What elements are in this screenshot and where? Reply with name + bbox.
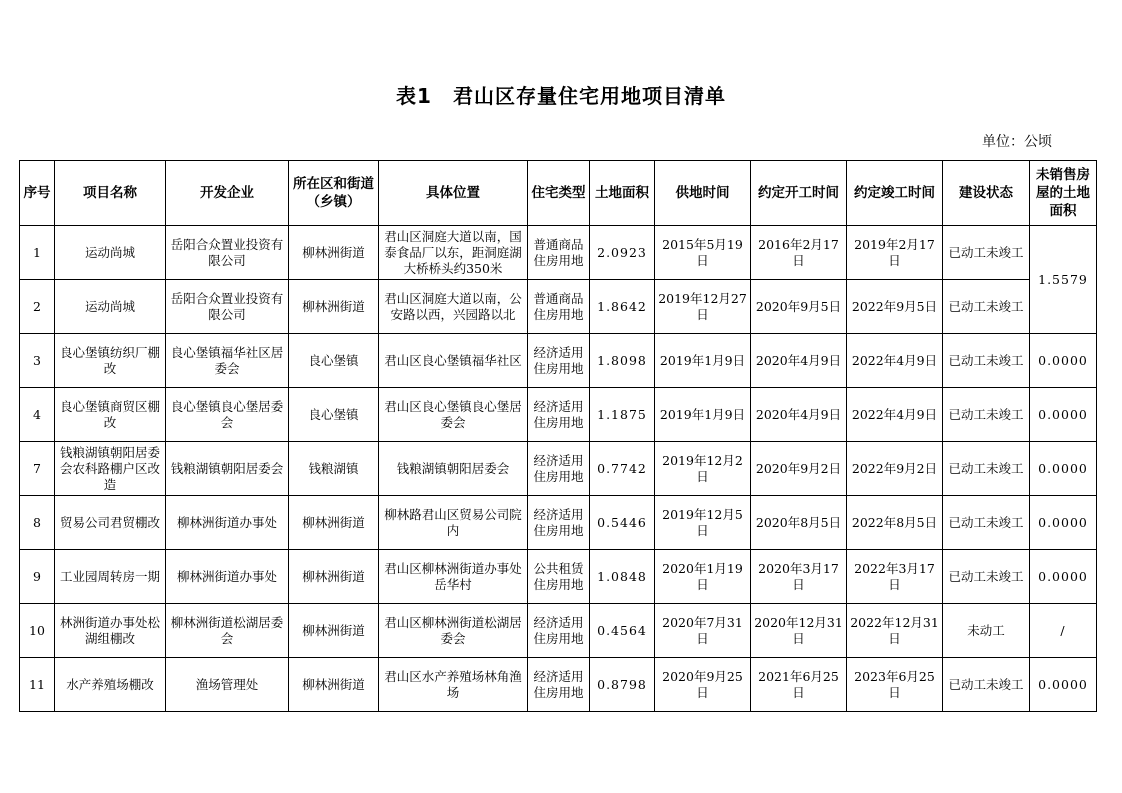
cell-supply-date: 2019年12月2日: [655, 442, 751, 496]
cell-seq: 4: [20, 388, 55, 442]
table-row: [20, 388, 1097, 442]
cell-finish-date: 2022年9月5日: [847, 280, 943, 334]
cell-project: 水产养殖场棚改: [55, 658, 166, 712]
cell-finish-date: 2022年9月2日: [847, 442, 943, 496]
cell-finish-date: 2022年3月17日: [847, 550, 943, 604]
cell-housing-type: 经济适用住房用地: [528, 334, 590, 388]
cell-housing-type: 经济适用住房用地: [528, 658, 590, 712]
cell-developer: 岳阳合众置业投资有限公司: [166, 226, 289, 280]
cell-developer: 柳林洲街道办事处: [166, 550, 289, 604]
cell-start-date: 2021年6月25日: [751, 658, 847, 712]
cell-unsold-area: 0.0000: [1030, 496, 1097, 550]
cell-location: 君山区良心堡镇良心堡居委会: [379, 388, 528, 442]
cell-housing-type: 普通商品住房用地: [528, 226, 590, 280]
cell-developer: 渔场管理处: [166, 658, 289, 712]
cell-supply-date: 2020年7月31日: [655, 604, 751, 658]
col-header: 项目名称: [55, 161, 166, 226]
cell-seq: 11: [20, 658, 55, 712]
cell-land-area: 0.5446: [590, 496, 655, 550]
cell-district: 柳林洲街道: [289, 550, 379, 604]
cell-seq: 3: [20, 334, 55, 388]
table-row: [20, 226, 1097, 280]
cell-status: 已动工未竣工: [943, 442, 1030, 496]
col-header: 序号: [20, 161, 55, 226]
cell-project: 运动尚城: [55, 280, 166, 334]
cell-finish-date: 2022年4月9日: [847, 334, 943, 388]
cell-supply-date: 2020年1月19日: [655, 550, 751, 604]
table-row: [20, 658, 1097, 712]
cell-supply-date: 2019年1月9日: [655, 388, 751, 442]
cell-unsold-area: 0.0000: [1030, 334, 1097, 388]
cell-housing-type: 公共租赁住房用地: [528, 550, 590, 604]
land-project-table: [19, 160, 1097, 712]
cell-location: 君山区水产养殖场林角渔场: [379, 658, 528, 712]
cell-location: 君山区洞庭大道以南，公安路以西，兴园路以北: [379, 280, 528, 334]
cell-status: 已动工未竣工: [943, 658, 1030, 712]
cell-finish-date: 2022年8月5日: [847, 496, 943, 550]
cell-supply-date: 2019年1月9日: [655, 334, 751, 388]
cell-start-date: 2020年4月9日: [751, 388, 847, 442]
table-row: [20, 442, 1097, 496]
cell-start-date: 2020年12月31日: [751, 604, 847, 658]
cell-project: 林洲街道办事处松湖组棚改: [55, 604, 166, 658]
cell-developer: 良心堡镇福华社区居委会: [166, 334, 289, 388]
cell-housing-type: 经济适用住房用地: [528, 604, 590, 658]
cell-housing-type: 经济适用住房用地: [528, 388, 590, 442]
cell-project: 良心堡镇商贸区棚改: [55, 388, 166, 442]
table-row: [20, 604, 1097, 658]
cell-start-date: 2020年9月2日: [751, 442, 847, 496]
cell-land-area: 1.1875: [590, 388, 655, 442]
cell-status: 已动工未竣工: [943, 388, 1030, 442]
cell-status: 未动工: [943, 604, 1030, 658]
cell-land-area: 0.4564: [590, 604, 655, 658]
cell-seq: 10: [20, 604, 55, 658]
cell-location: 君山区洞庭大道以南，国泰食品厂以东，距洞庭湖大桥桥头约350米: [379, 226, 528, 280]
cell-start-date: 2020年9月5日: [751, 280, 847, 334]
cell-status: 已动工未竣工: [943, 496, 1030, 550]
cell-developer: 岳阳合众置业投资有限公司: [166, 280, 289, 334]
cell-developer: 柳林洲街道办事处: [166, 496, 289, 550]
cell-seq: 1: [20, 226, 55, 280]
cell-finish-date: 2022年4月9日: [847, 388, 943, 442]
cell-project: 运动尚城: [55, 226, 166, 280]
col-header: 未销售房屋的土地面积: [1030, 161, 1097, 226]
cell-status: 已动工未竣工: [943, 334, 1030, 388]
cell-seq: 7: [20, 442, 55, 496]
cell-housing-type: 普通商品住房用地: [528, 280, 590, 334]
page-title: 表1 君山区存量住宅用地项目清单: [396, 84, 726, 108]
cell-status: 已动工未竣工: [943, 550, 1030, 604]
cell-district: 柳林洲街道: [289, 496, 379, 550]
cell-project: 钱粮湖镇朝阳居委会农科路棚户区改造: [55, 442, 166, 496]
cell-unsold-area: /: [1030, 604, 1097, 658]
col-header: 所在区和街道（乡镇）: [289, 161, 379, 226]
cell-land-area: 1.8098: [590, 334, 655, 388]
cell-district: 柳林洲街道: [289, 658, 379, 712]
col-header: 建设状态: [943, 161, 1030, 226]
cell-unsold-area: 1.5579: [1030, 226, 1097, 334]
cell-location: 君山区良心堡镇福华社区: [379, 334, 528, 388]
col-header: 土地面积: [590, 161, 655, 226]
cell-start-date: 2020年3月17日: [751, 550, 847, 604]
cell-location: 柳林路君山区贸易公司院内: [379, 496, 528, 550]
cell-finish-date: 2023年6月25日: [847, 658, 943, 712]
cell-supply-date: 2020年9月25日: [655, 658, 751, 712]
col-header: 约定竣工时间: [847, 161, 943, 226]
table-header-row: [20, 161, 1097, 226]
cell-start-date: 2020年8月5日: [751, 496, 847, 550]
table-row: [20, 334, 1097, 388]
col-header: 约定开工时间: [751, 161, 847, 226]
cell-district: 良心堡镇: [289, 388, 379, 442]
cell-start-date: 2020年4月9日: [751, 334, 847, 388]
col-header: 供地时间: [655, 161, 751, 226]
cell-location: 钱粮湖镇朝阳居委会: [379, 442, 528, 496]
cell-supply-date: 2015年5月19日: [655, 226, 751, 280]
cell-seq: 9: [20, 550, 55, 604]
cell-developer: 柳林洲街道松湖居委会: [166, 604, 289, 658]
cell-start-date: 2016年2月17日: [751, 226, 847, 280]
cell-location: 君山区柳林洲街道办事处岳华村: [379, 550, 528, 604]
cell-developer: 钱粮湖镇朝阳居委会: [166, 442, 289, 496]
cell-unsold-area: 0.0000: [1030, 658, 1097, 712]
unit-label: 单位：公顷: [982, 134, 1052, 150]
cell-land-area: 1.8642: [590, 280, 655, 334]
col-header: 具体位置: [379, 161, 528, 226]
cell-status: 已动工未竣工: [943, 280, 1030, 334]
cell-location: 君山区柳林洲街道松湖居委会: [379, 604, 528, 658]
cell-project: 工业园周转房一期: [55, 550, 166, 604]
table-row: [20, 550, 1097, 604]
cell-district: 钱粮湖镇: [289, 442, 379, 496]
cell-land-area: 2.0923: [590, 226, 655, 280]
cell-status: 已动工未竣工: [943, 226, 1030, 280]
cell-district: 柳林洲街道: [289, 604, 379, 658]
cell-land-area: 1.0848: [590, 550, 655, 604]
col-header: 住宅类型: [528, 161, 590, 226]
cell-unsold-area: 0.0000: [1030, 388, 1097, 442]
cell-district: 柳林洲街道: [289, 280, 379, 334]
cell-unsold-area: 0.0000: [1030, 442, 1097, 496]
table-row: [20, 280, 1097, 334]
table-row: [20, 496, 1097, 550]
cell-project: 良心堡镇纺织厂棚改: [55, 334, 166, 388]
cell-seq: 8: [20, 496, 55, 550]
col-header: 开发企业: [166, 161, 289, 226]
cell-land-area: 0.7742: [590, 442, 655, 496]
cell-housing-type: 经济适用住房用地: [528, 496, 590, 550]
cell-project: 贸易公司君贸棚改: [55, 496, 166, 550]
cell-land-area: 0.8798: [590, 658, 655, 712]
cell-unsold-area: 0.0000: [1030, 550, 1097, 604]
cell-finish-date: 2019年2月17日: [847, 226, 943, 280]
cell-developer: 良心堡镇良心堡居委会: [166, 388, 289, 442]
cell-housing-type: 经济适用住房用地: [528, 442, 590, 496]
cell-district: 柳林洲街道: [289, 226, 379, 280]
cell-finish-date: 2022年12月31日: [847, 604, 943, 658]
cell-supply-date: 2019年12月27日: [655, 280, 751, 334]
cell-seq: 2: [20, 280, 55, 334]
cell-supply-date: 2019年12月5日: [655, 496, 751, 550]
cell-district: 良心堡镇: [289, 334, 379, 388]
